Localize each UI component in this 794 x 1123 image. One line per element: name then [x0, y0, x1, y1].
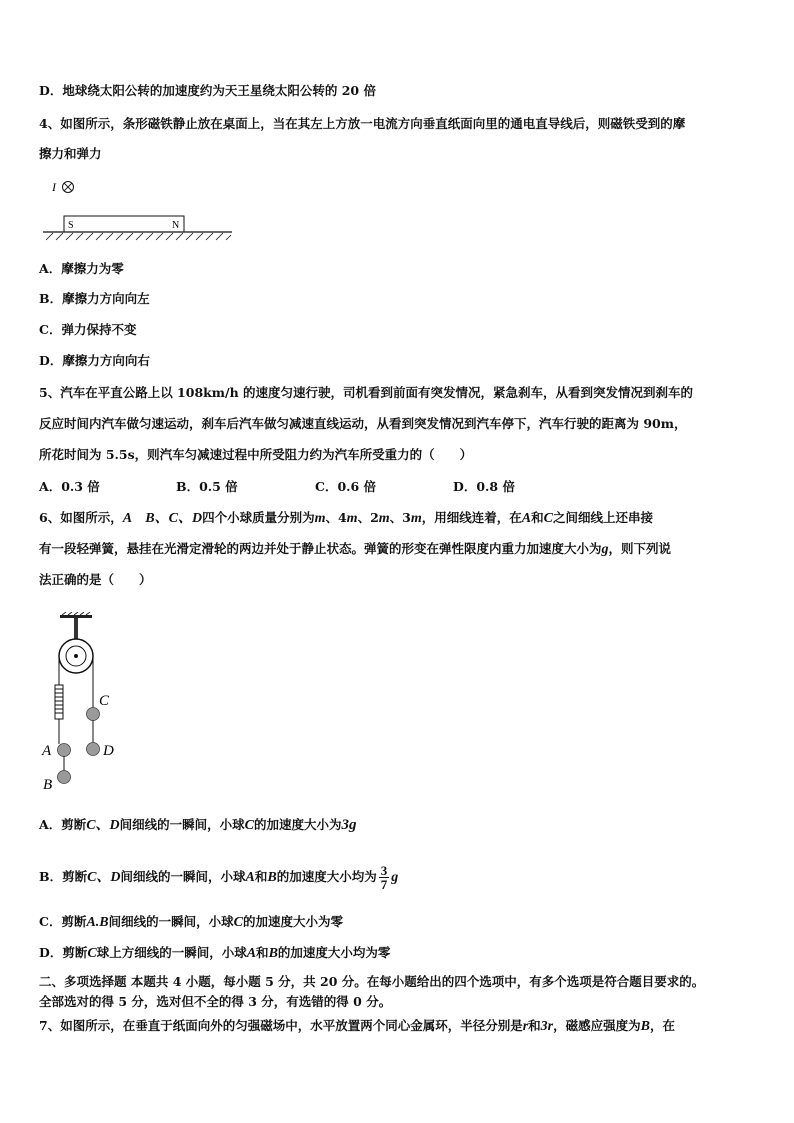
q6d-text: D．剪断 [39, 945, 88, 960]
q6b-var: A [245, 870, 255, 885]
q5-option-a: A．0.3 倍 [39, 479, 100, 494]
q6-var: m [314, 511, 326, 526]
current-into-page-icon [63, 182, 74, 193]
q6d-var: A [246, 946, 257, 961]
q6-balls: A B、C、D [122, 511, 203, 526]
q6-option-d [39, 945, 390, 962]
q6-option-b [39, 862, 398, 893]
q6b-text: 和 [254, 869, 268, 884]
q4-option-b: B．摩擦力方向向左 [39, 291, 150, 306]
q6c-var: A.B [86, 915, 109, 930]
q6-var: g [601, 542, 609, 557]
q6-text: 之间细线上还串接 [552, 510, 653, 525]
ball-c [87, 708, 100, 721]
ball-a [58, 744, 71, 757]
q6a-text: A．剪断 [39, 817, 87, 832]
option-d-q3: D．地球绕太阳公转的加速度约为天王星绕太阳公转的 20 倍 [39, 83, 376, 98]
question-4-line-1: 4、如图所示，条形磁铁静止放在桌面上，当在其左上方放一电流方向垂直纸面向里的通电直导线后，则磁铁受到的摩 [39, 116, 686, 131]
question-6-line-2 [39, 541, 671, 558]
q6a-value: 3g [341, 817, 357, 833]
q6c-text: 间细线的一瞬间，小球 [108, 914, 234, 929]
question-7-line-1 [39, 1018, 675, 1035]
q6a-text: 间细线的一瞬间，小球 [119, 817, 245, 832]
label-b: B [43, 777, 53, 793]
q6-text: 有一段轻弹簧，悬挂在光滑定滑轮的两边并处于静止状态。弹簧的形变在弹性限度内重力加速度大小为 [39, 541, 602, 556]
q6-text: 6、如图所示， [39, 510, 123, 525]
q4-option-c: C．弹力保持不变 [39, 322, 137, 337]
label-d: D [103, 743, 114, 759]
q6-var: m [378, 511, 390, 526]
q6d-text: 和 [256, 945, 269, 960]
q6c-text: C．剪断 [39, 914, 87, 929]
question-5-line-1: 5、汽车在平直公路上以 108km/h 的速度匀速行驶，司机看到前面有突发情况，紧急刹车，从看到突发情况到刹车的 [39, 385, 694, 400]
q6a-var: C [244, 818, 255, 833]
q6-var: A [521, 511, 532, 526]
ceiling-hatching [62, 612, 90, 615]
table-hatching [46, 233, 231, 240]
question-6-line-3: 法正确的是（ ） [39, 572, 152, 587]
q6-text: 四个小球质量分别为 [202, 510, 315, 525]
spring [55, 685, 63, 719]
q6-text: 、2 [357, 510, 379, 525]
q6-text: 、3 [389, 510, 411, 525]
q6-var: m [346, 511, 358, 526]
fraction [379, 864, 390, 891]
question-4-line-2: 擦力和弹力 [39, 146, 102, 161]
magnet-s-label: S [68, 220, 74, 231]
ceiling [60, 615, 92, 618]
question-5-line-3: 所花时间为 5.5s，则汽车匀减速过程中所受阻力约为汽车所受重力的（ ） [39, 447, 473, 462]
fraction-denominator: 7 [380, 877, 388, 892]
q6c-var: C [233, 915, 243, 930]
q6-option-c [39, 914, 343, 931]
q7-text: ，磁感应强度为 [553, 1018, 641, 1033]
q6-text: ，则下列说 [608, 541, 672, 556]
q6b-text: 的加速度大小均为 [276, 869, 377, 884]
q6d-var: C [87, 946, 97, 961]
figure-magnet-wire [40, 176, 240, 246]
q6a-text: 的加速度大小为 [254, 817, 342, 832]
figure-pulley-system [36, 612, 136, 797]
q6-text: 、4 [325, 510, 347, 525]
q6-text: ，用细线连着，在 [421, 510, 522, 525]
q6c-text: 的加速度大小为零 [243, 914, 344, 929]
question-5-line-2: 反应时间内汽车做匀速运动，刹车后汽车做匀减速直线运动，从看到突发情况到汽车停下，汽车行驶的距离为 90m， [39, 416, 687, 431]
q7-var: r [522, 1019, 529, 1034]
q5-option-d: D．0.8 倍 [453, 479, 515, 494]
question-6-line-1 [39, 510, 653, 527]
section-2-heading-line-1: 二、多项选择题 本题共 4 小题，每小题 5 分，共 20 分。在每小题给出的四个选项中，有多个选项是符合题目要求的。 [39, 974, 705, 989]
magnet-n-label: N [172, 220, 180, 231]
q6d-var: B [268, 946, 278, 961]
label-a: A [42, 743, 52, 759]
q6a-var: C、D [86, 818, 120, 833]
q6-text: 和 [531, 510, 544, 525]
q6b-var: B [267, 870, 277, 885]
q6b-var: C、D [87, 870, 121, 885]
current-label: I [52, 180, 56, 194]
section-2-heading-line-2: 全部选对的得 5 分，选对但不全的得 3 分，有选错的得 0 分。 [39, 994, 392, 1009]
q5-option-b: B．0.5 倍 [176, 479, 238, 494]
q4-option-d: D．摩擦力方向向右 [39, 353, 150, 368]
q7-text: 7、如图所示，在垂直于纸面向外的匀强磁场中，水平放置两个同心金属环，半径分别是 [39, 1018, 523, 1033]
q6b-text: B．剪断 [39, 869, 88, 884]
q6b-text: 间细线的一瞬间，小球 [120, 869, 246, 884]
q6d-text: 的加速度大小均为零 [277, 945, 391, 960]
fraction-numerator: 3 [380, 863, 388, 878]
ball-b [58, 771, 71, 784]
q7-var: 3r [540, 1019, 554, 1034]
q6-var: m [410, 511, 422, 526]
q6-option-a [39, 817, 357, 834]
q6d-text: 球上方细线的一瞬间，小球 [96, 945, 247, 960]
ball-d [87, 743, 100, 756]
label-c: C [99, 693, 110, 709]
q5-option-c: C．0.6 倍 [315, 479, 377, 494]
q4-option-a: A．摩擦力为零 [39, 261, 124, 276]
bar-magnet [64, 216, 184, 232]
q6b-var: g [391, 870, 399, 885]
q7-text: 和 [528, 1018, 541, 1033]
q6-var: C [543, 511, 553, 526]
q7-var: B [640, 1019, 650, 1034]
q7-text: ，在 [649, 1018, 675, 1033]
